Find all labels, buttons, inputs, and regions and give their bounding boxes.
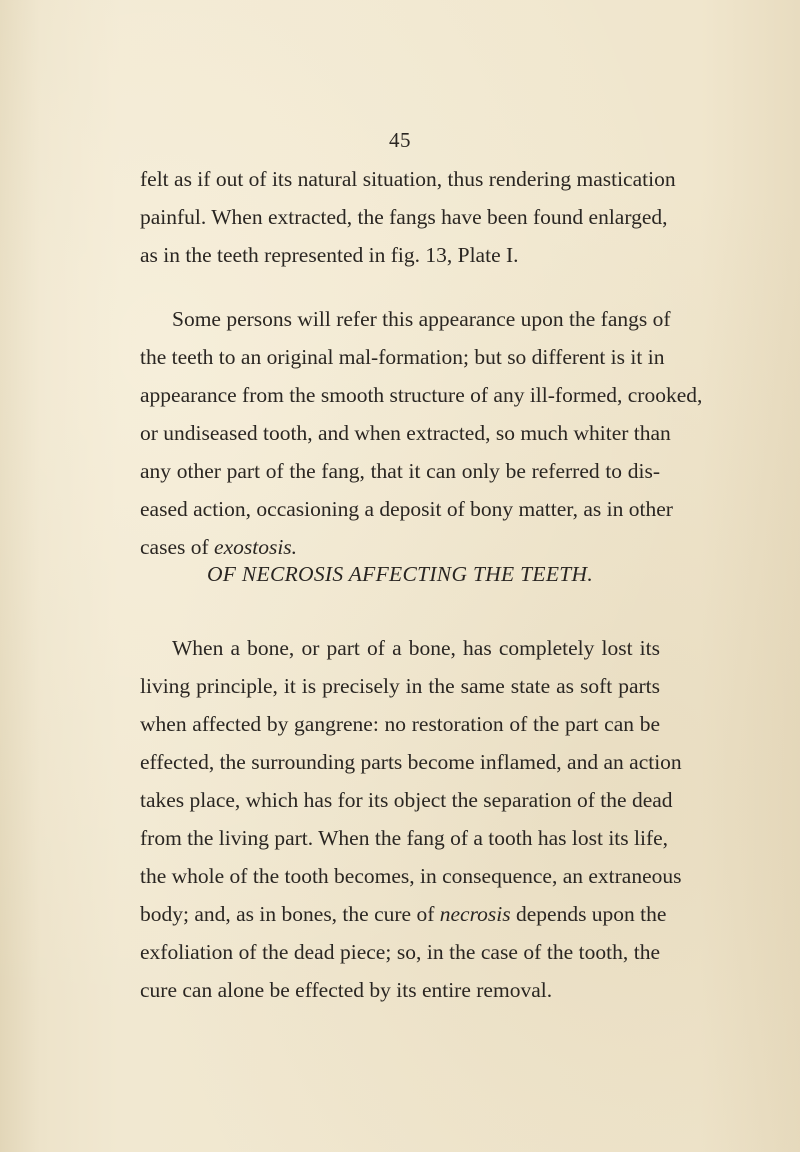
text-line: felt as if out of its natural situation, thus rendering mastication <box>140 167 676 191</box>
text-fragment: cases of <box>140 535 215 559</box>
paragraph-exostosis <box>140 300 703 566</box>
text-line: eased action, occasioning a deposit of bony matter, as in other <box>140 497 673 521</box>
paragraph-necrosis <box>140 629 682 1009</box>
text-line: living principle, it is precisely in the same state as soft parts <box>140 674 660 698</box>
italic-term-exostosis: exostosis. <box>214 535 298 559</box>
text-line: from the living part. When the fang of a tooth has lost its life, <box>140 826 669 850</box>
text-line: or undiseased tooth, and when extracted, so much whiter than <box>140 421 671 445</box>
text-line <box>140 528 660 566</box>
text-line: the teeth to an original mal-formation; but so different is it in <box>140 345 665 369</box>
text-line: any other part of the fang, that it can only be referred to dis- <box>140 459 660 483</box>
text-line: the whole of the tooth becomes, in consequence, an extraneous <box>140 864 682 888</box>
text-line: cure can alone be effected by its entire removal. <box>140 978 553 1002</box>
text-line: takes place, which has for its object the separation of the dead <box>140 788 673 812</box>
section-heading: OF NECROSIS AFFECTING THE TEETH. <box>206 562 594 586</box>
text-line: When a bone, or part of a bone, has completely lost its <box>172 636 660 660</box>
text-fragment: body; and, as in bones, the cure of <box>140 902 440 926</box>
text-line: appearance from the smooth structure of any ill-formed, crooked, <box>140 383 703 407</box>
text-line: painful. When extracted, the fangs have been found enlarged, <box>140 205 668 229</box>
text-line: exfoliation of the dead piece; so, in the case of the tooth, the <box>140 940 660 964</box>
text-line: when affected by gangrene: no restoration of the part can be <box>140 712 660 736</box>
text-fragment: depends upon the <box>510 902 667 926</box>
page-number: 45 <box>389 128 411 152</box>
text-line: effected, the surrounding parts become inflamed, and an action <box>140 750 682 774</box>
text-line: Some persons will refer this appearance upon the fangs of <box>172 307 671 331</box>
text-line: as in the teeth represented in fig. 13, Plate I. <box>140 243 519 267</box>
italic-term-necrosis: necrosis <box>439 902 511 926</box>
text-line <box>140 895 667 933</box>
paragraph-tooth-pain <box>140 160 676 274</box>
